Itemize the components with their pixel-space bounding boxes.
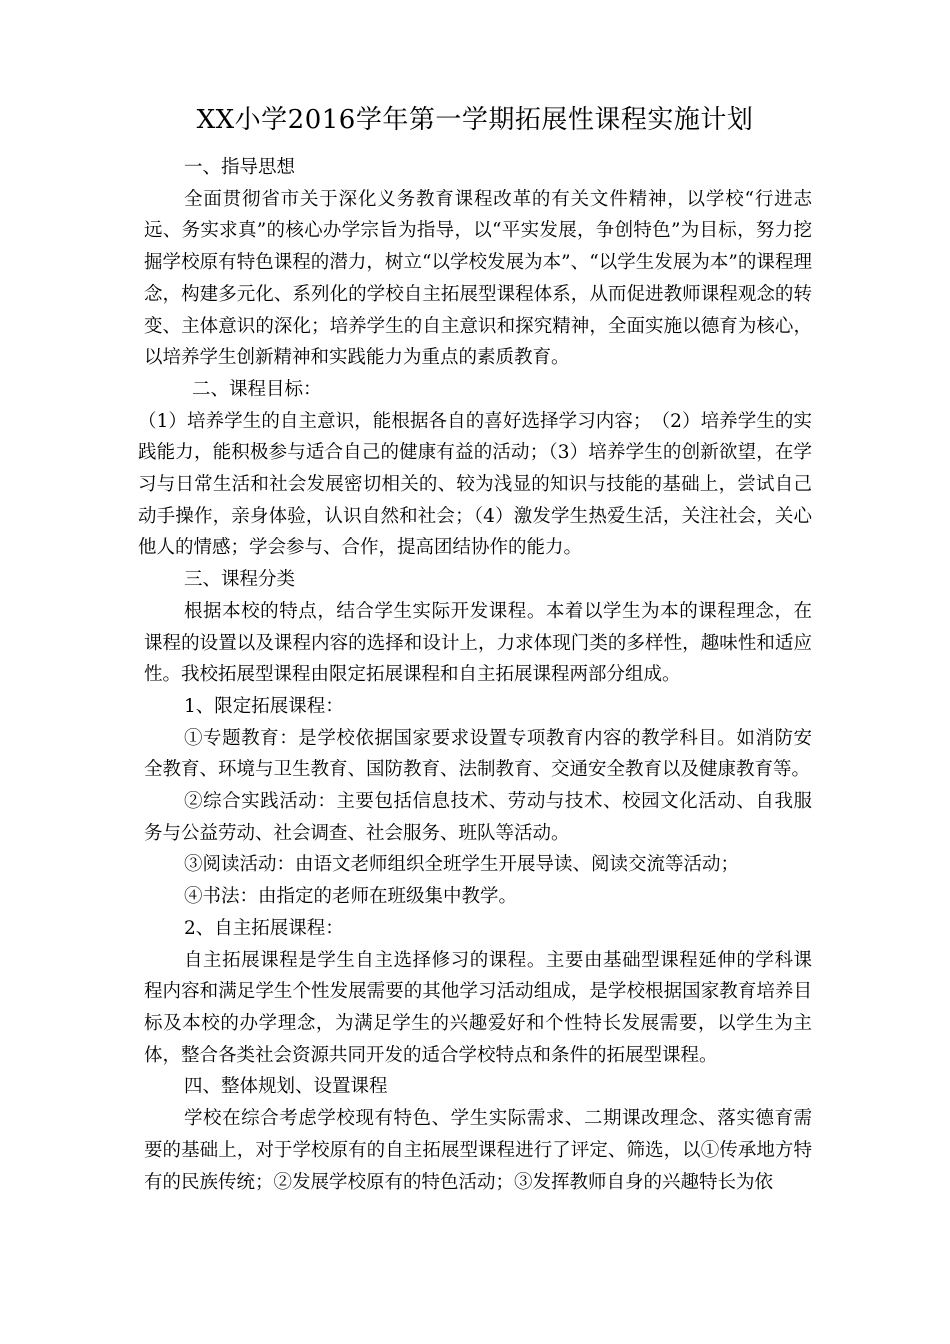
- paragraph: （1）培养学生的自主意识，能根据各自的喜好选择学习内容； （2）培养学生的实践能力，能积极参与适合自己的健康有益的活动；（3）培养学生的创新欲望，在学习与日常生活和社会发展密切相关的、较为浅显的知识与技能的基础上，尝试自己动手操作，亲身体验，认识自然和社会；（4）激发学生热爱生活，关注社会，关心他人的情感；学会参与、合作，提高团结协作的能力。: [138, 410, 812, 559]
- paragraph: 三、课程分类: [184, 569, 296, 591]
- paragraph: 自主拓展课程是学生自主选择修习的课程。主要由基础型课程延伸的学科课程内容和满足学生个性发展需要的其他学习活动组成，是学校根据国家教育培养目标及本校的办学理念，为满足学生的兴趣爱好和个性特长发展需要，以学生为主体，整合各类社会资源共同开发的适合学校特点和条件的拓展型课程。: [144, 949, 812, 1066]
- paragraph: ③阅读活动：由语文老师组织全班学生开展导读、阅读交流等活动；: [184, 854, 740, 876]
- document-title: XX小学2016学年第一学期拓展性课程实施计划: [196, 105, 754, 135]
- paragraph: ②综合实践活动：主要包括信息技术、劳动与技术、校园文化活动、自我服务与公益劳动、社会调查、社会服务、班队等活动。: [144, 791, 812, 844]
- document-body: [138, 152, 812, 1198]
- paragraph: 四、整体规划、设置课程: [184, 1076, 388, 1098]
- paragraph: 1、限定拓展课程：: [184, 695, 344, 717]
- paragraph: 学校在综合考虑学校现有特色、学生实际需求、二期课改理念、落实德育需要的基础上，对于学校原有的自主拓展型课程进行了评定、筛选，以①传承地方特有的民族传统；②发展学校原有的特色活动；③发挥教师自身的兴趣特长为依: [144, 1108, 812, 1193]
- paragraph: ④书法：由指定的老师在班级集中教学。: [184, 886, 518, 908]
- paragraph: ①专题教育：是学校依据国家要求设置专项教育内容的教学科目。如消防安全教育、环境与卫生教育、国防教育、法制教育、交通安全教育以及健康教育等。: [144, 727, 812, 781]
- paragraph: 一、指导思想: [184, 157, 296, 178]
- paragraph: 2、自主拓展课程：: [184, 917, 344, 939]
- paragraph: 全面贯彻省市关于深化义务教育课程改革的有关文件精神，以学校“行进志远、务实求真”的核心办学宗旨为指导，以“平实发展，争创特色”为目标，努力挖掘学校原有特色课程的潜力，树立“以学校发展为本”、“以学生发展为本”的课程理念，构建多元化、系列化的学校自主拓展型课程体系，从而促进教师课程观念的转变、主体意识的深化；培养学生的自主意识和探究精神，全面实施以德育为核心，以培养学生创新精神和实践能力为重点的素质教育。: [144, 188, 812, 369]
- paragraph: 二、课程目标：: [192, 378, 322, 400]
- paragraph: 根据本校的特点，结合学生实际开发课程。本着以学生为本的课程理念，在课程的设置以及课程内容的选择和设计上，力求体现门类的多样性，趣味性和适应性。我校拓展型课程由限定拓展课程和自主拓展课程两部分组成。: [144, 600, 812, 686]
